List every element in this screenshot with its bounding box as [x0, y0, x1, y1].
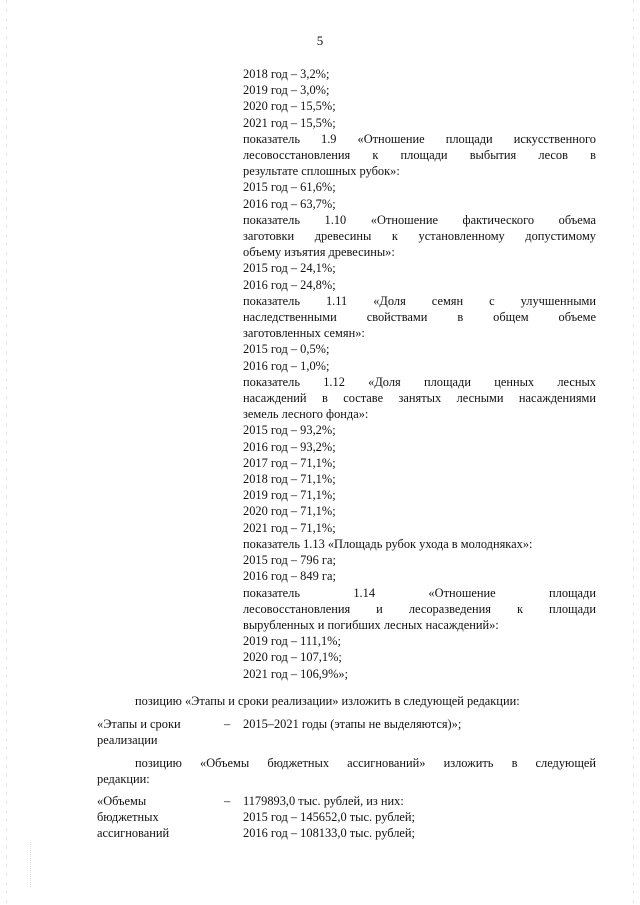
indicator-1-9-line: лесовосстановления к площади выбытия лесов в	[243, 148, 596, 163]
value-line: 2016 год – 63,7%;	[243, 196, 336, 211]
budget-value-line: 1179893,0 тыс. рублей, из них:	[243, 794, 404, 808]
indicator-1-13-line: показатель 1.13 «Площадь рубок ухода в молодняках»:	[243, 536, 533, 551]
value-line: 2021 год – 71,1%;	[243, 520, 336, 535]
indicator-1-12-line: насаждений в составе занятых лесными насаждениями	[243, 391, 596, 406]
scan-artifact	[30, 842, 141, 887]
value-line: 2020 год – 15,5%;	[243, 99, 336, 114]
scan-edge-right	[633, 0, 634, 905]
indicator-1-11-line: заготовленных семян»:	[243, 326, 365, 341]
paragraph-budget-cont: редакции:	[97, 772, 150, 786]
budget-dash: –	[224, 794, 231, 808]
indicators-block	[243, 66, 596, 682]
indicator-1-12-line: земель лесного фонда»:	[243, 407, 369, 422]
stages-value: 2015–2021 годы (этапы не выделяются)»;	[243, 717, 462, 731]
indicator-1-11-line: наследственными свойствами в общем объеме	[243, 310, 596, 325]
indicator-1-12-line: показатель 1.12 «Доля площади ценных лесных	[243, 374, 596, 389]
value-line: 2018 год – 3,2%;	[243, 67, 330, 81]
indicator-1-9-line: результате сплошных рубок»:	[243, 164, 400, 179]
value-line: 2015 год – 61,6%;	[243, 180, 336, 195]
value-line: 2015 год – 796 га;	[243, 553, 336, 568]
budget-value-line: 2016 год – 108133,0 тыс. рублей;	[243, 826, 415, 841]
stages-dash: –	[224, 717, 231, 731]
budget-value-line: 2015 год – 145652,0 тыс. рублей;	[243, 810, 415, 825]
indicator-1-14-line: лесовосстановления и лесоразведения к площади	[243, 601, 596, 616]
paragraph-budget: позицию «Объемы бюджетных ассигнований» изложить в следующей	[135, 756, 596, 770]
page-number: 5	[316, 33, 324, 48]
indicator-1-11-line: показатель 1.11 «Доля семян с улучшенными	[243, 293, 596, 308]
value-line: 2021 год – 15,5%;	[243, 115, 336, 130]
indicator-1-14-line: вырубленных и погибших лесных насаждений»:	[243, 617, 499, 632]
value-line: 2019 год – 3,0%;	[243, 83, 330, 98]
value-line: 2020 год – 71,1%;	[243, 504, 336, 519]
value-line: 2015 год – 93,2%;	[243, 423, 336, 438]
value-line: 2018 год – 71,1%;	[243, 472, 336, 487]
scan-edge-left	[6, 0, 7, 905]
value-line: 2017 год – 71,1%;	[243, 455, 336, 470]
indicator-1-10-line: показатель 1.10 «Отношение фактического объема	[243, 212, 596, 227]
value-line: 2015 год – 0,5%;	[243, 342, 330, 357]
value-line: 2019 год – 71,1%;	[243, 488, 336, 503]
value-line: 2016 год – 24,8%;	[243, 277, 336, 292]
value-line: 2015 год – 24,1%;	[243, 261, 336, 276]
budget-label: «Объемы бюджетных ассигнований	[97, 794, 170, 841]
indicator-1-10-line: заготовки древесины к установленному допустимому	[243, 229, 596, 244]
value-line: 2019 год – 111,1%;	[243, 634, 341, 649]
value-line: 2016 год – 849 га;	[243, 569, 336, 584]
paragraph-stages: позицию «Этапы и сроки реализации» изложить в следующей редакции:	[135, 694, 520, 708]
stages-label: «Этапы и сроки реализации	[97, 717, 181, 748]
indicator-1-9-line: показатель 1.9 «Отношение площади искусственного	[243, 131, 596, 146]
indicator-1-10-line: объему изъятия древесины»:	[243, 245, 395, 260]
budget-values	[243, 793, 596, 842]
indicator-1-14-line: показатель 1.14 «Отношение площади	[243, 585, 596, 600]
value-line: 2016 год – 93,2%;	[243, 439, 336, 454]
value-line: 2021 год – 106,9%»;	[243, 666, 349, 681]
value-line: 2016 год – 1,0%;	[243, 358, 330, 373]
value-line: 2020 год – 107,1%;	[243, 650, 342, 665]
